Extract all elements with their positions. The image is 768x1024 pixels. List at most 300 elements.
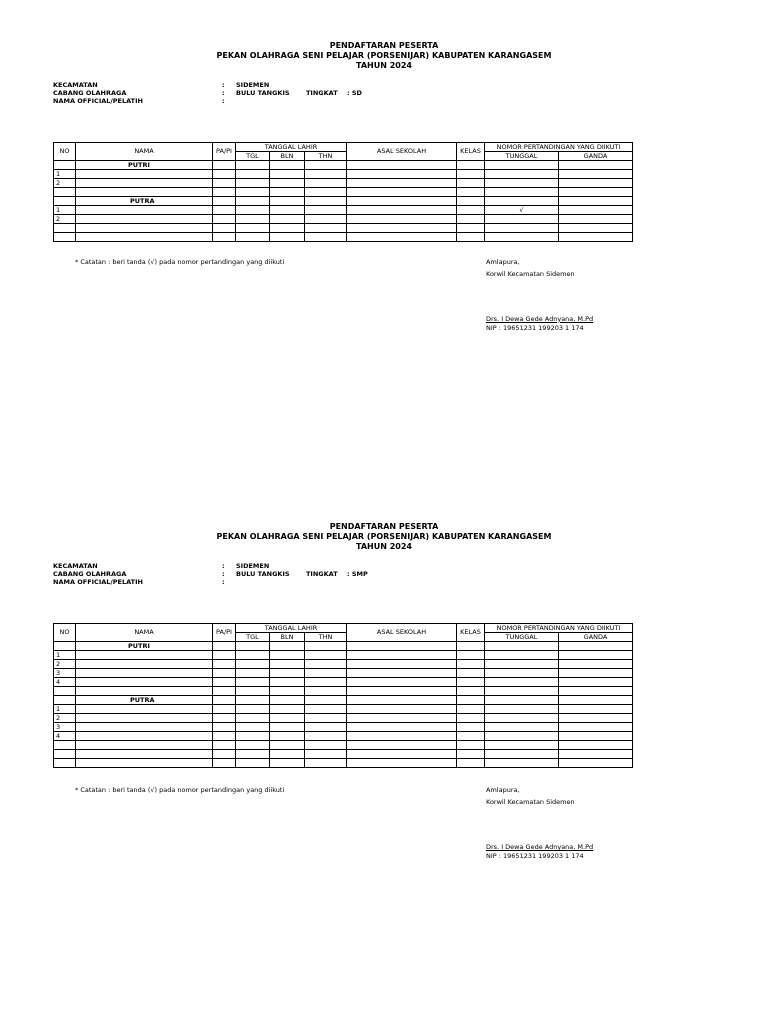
cell-nama[interactable] [76, 179, 213, 188]
cell-papi[interactable] [213, 215, 236, 224]
header-kelas: KELAS [457, 143, 485, 161]
cell-bln[interactable] [270, 678, 305, 687]
header-tunggal: TUNGGAL [485, 633, 559, 642]
cell-ganda[interactable] [559, 642, 633, 651]
cell-tgl[interactable] [236, 224, 270, 233]
info-value: SIDEMEN [236, 81, 270, 89]
cell-asal_sekolah[interactable] [347, 750, 457, 759]
table-row [54, 188, 633, 197]
cell-nama[interactable] [76, 224, 213, 233]
cell-nama[interactable] [76, 750, 213, 759]
table-row [54, 170, 633, 179]
cell-tunggal[interactable] [485, 723, 559, 732]
cell-bln[interactable] [270, 642, 305, 651]
cell-no[interactable]: 1 [54, 170, 76, 179]
cell-thn[interactable] [305, 224, 347, 233]
cell-tgl[interactable] [236, 687, 270, 696]
cell-tunggal[interactable] [485, 197, 559, 206]
cell-bln[interactable] [270, 687, 305, 696]
cell-thn[interactable] [305, 705, 347, 714]
cell-tunggal[interactable] [485, 233, 559, 242]
cell-no[interactable]: 3 [54, 669, 76, 678]
cell-nama[interactable] [76, 206, 213, 215]
cell-papi[interactable] [213, 696, 236, 705]
cell-asal_sekolah[interactable] [347, 206, 457, 215]
cell-tunggal[interactable] [485, 696, 559, 705]
cell-no[interactable]: 1 [54, 705, 76, 714]
cell-tgl[interactable] [236, 696, 270, 705]
cell-asal_sekolah[interactable] [347, 705, 457, 714]
header-nama: NAMA [76, 624, 213, 642]
cell-thn[interactable] [305, 660, 347, 669]
cell-nama[interactable] [76, 732, 213, 741]
header-row [54, 143, 633, 152]
cell-nama[interactable]: PUTRA [76, 197, 213, 206]
cell-kelas[interactable] [457, 723, 485, 732]
cell-ganda[interactable] [559, 188, 633, 197]
cell-papi[interactable] [213, 705, 236, 714]
cell-papi[interactable] [213, 161, 236, 170]
cell-asal_sekolah[interactable] [347, 687, 457, 696]
cell-bln[interactable] [270, 714, 305, 723]
cell-tgl[interactable] [236, 759, 270, 768]
cell-nama[interactable] [76, 723, 213, 732]
cell-no[interactable] [54, 161, 76, 170]
cell-nama[interactable] [76, 233, 213, 242]
cell-thn[interactable] [305, 678, 347, 687]
cell-no[interactable] [54, 759, 76, 768]
sign-nip: NIP : 19651231 199203 1 174 [486, 323, 584, 332]
participant-table [53, 623, 633, 768]
table-row [54, 642, 633, 651]
cell-kelas[interactable] [457, 705, 485, 714]
info-label: NAMA OFFICIAL/PELATIH [53, 578, 143, 586]
cell-nama[interactable] [76, 687, 213, 696]
cell-tunggal[interactable] [485, 759, 559, 768]
cell-asal_sekolah[interactable] [347, 188, 457, 197]
cell-papi[interactable] [213, 224, 236, 233]
cell-ganda[interactable] [559, 206, 633, 215]
cell-no[interactable]: 2 [54, 660, 76, 669]
cell-tunggal[interactable] [485, 669, 559, 678]
info-label: CABANG OLAHRAGA [53, 89, 127, 97]
cell-tgl[interactable] [236, 714, 270, 723]
cell-kelas[interactable] [457, 179, 485, 188]
cell-tgl[interactable] [236, 750, 270, 759]
cell-ganda[interactable] [559, 170, 633, 179]
cell-asal_sekolah[interactable] [347, 197, 457, 206]
table-row [54, 759, 633, 768]
cell-kelas[interactable] [457, 750, 485, 759]
cell-no[interactable] [54, 750, 76, 759]
table-row [54, 161, 633, 170]
table-row [54, 179, 633, 188]
cell-ganda[interactable] [559, 678, 633, 687]
cell-no[interactable] [54, 197, 76, 206]
cell-ganda[interactable] [559, 161, 633, 170]
cell-no[interactable]: 4 [54, 678, 76, 687]
cell-papi[interactable] [213, 197, 236, 206]
cell-bln[interactable] [270, 224, 305, 233]
cell-bln[interactable] [270, 215, 305, 224]
cell-asal_sekolah[interactable] [347, 161, 457, 170]
cell-bln[interactable] [270, 696, 305, 705]
header-nama: NAMA [76, 143, 213, 161]
cell-tgl[interactable] [236, 741, 270, 750]
header-bln: BLN [270, 152, 305, 161]
table-row [54, 197, 633, 206]
cell-tgl[interactable] [236, 651, 270, 660]
form-title1: PENDAFTARAN PESERTA [329, 41, 439, 50]
header-papi: PA/PI [213, 624, 236, 642]
form-title1: PENDAFTARAN PESERTA [329, 522, 439, 531]
cell-asal_sekolah[interactable] [347, 170, 457, 179]
form-title2: PEKAN OLAHRAGA SENI PELAJAR (PORSENIJAR) KABUPATEN KARANGASEM [216, 51, 552, 60]
cell-papi[interactable] [213, 651, 236, 660]
cell-thn[interactable] [305, 170, 347, 179]
cell-no[interactable]: 2 [54, 714, 76, 723]
header-asal_sekolah: ASAL SEKOLAH [347, 143, 457, 161]
info-label: KECAMATAN [53, 81, 98, 89]
cell-asal_sekolah[interactable] [347, 759, 457, 768]
cell-kelas[interactable] [457, 687, 485, 696]
cell-bln[interactable] [270, 669, 305, 678]
cell-tgl[interactable] [236, 732, 270, 741]
cell-tgl[interactable] [236, 170, 270, 179]
cell-asal_sekolah[interactable] [347, 732, 457, 741]
sign-place: Amlapura, [486, 257, 520, 266]
cell-papi[interactable] [213, 179, 236, 188]
cell-no[interactable]: 2 [54, 179, 76, 188]
signature-block [486, 786, 593, 861]
cell-asal_sekolah[interactable] [347, 215, 457, 224]
cell-bln[interactable] [270, 161, 305, 170]
cell-kelas[interactable] [457, 233, 485, 242]
cell-tunggal[interactable] [485, 188, 559, 197]
cell-tunggal[interactable] [485, 660, 559, 669]
cell-no[interactable]: 3 [54, 723, 76, 732]
cell-asal_sekolah[interactable] [347, 651, 457, 660]
header-ganda: GANDA [559, 152, 633, 161]
cell-thn[interactable] [305, 161, 347, 170]
cell-asal_sekolah[interactable] [347, 179, 457, 188]
table-row [54, 669, 633, 678]
cell-bln[interactable] [270, 188, 305, 197]
cell-kelas[interactable] [457, 642, 485, 651]
cell-nama[interactable] [76, 741, 213, 750]
info-label: NAMA OFFICIAL/PELATIH [53, 97, 143, 105]
cell-nama[interactable] [76, 170, 213, 179]
cell-kelas[interactable] [457, 669, 485, 678]
info-value: SIDEMEN [236, 562, 270, 570]
cell-bln[interactable] [270, 651, 305, 660]
cell-ganda[interactable] [559, 215, 633, 224]
cell-nama[interactable] [76, 678, 213, 687]
cell-kelas[interactable] [457, 215, 485, 224]
cell-papi[interactable] [213, 660, 236, 669]
table-row [54, 705, 633, 714]
cell-papi[interactable] [213, 741, 236, 750]
cell-no[interactable]: 2 [54, 215, 76, 224]
cell-papi[interactable] [213, 750, 236, 759]
cell-no[interactable] [54, 188, 76, 197]
cell-tgl[interactable] [236, 179, 270, 188]
cell-asal_sekolah[interactable] [347, 696, 457, 705]
cell-ganda[interactable] [559, 759, 633, 768]
cell-bln[interactable] [270, 723, 305, 732]
cell-bln[interactable] [270, 741, 305, 750]
header-thn: THN [305, 633, 347, 642]
cell-tgl[interactable] [236, 669, 270, 678]
header-row [54, 624, 633, 633]
cell-nama[interactable] [76, 669, 213, 678]
tingkat-value: : SMP [347, 570, 368, 578]
cell-tgl[interactable] [236, 206, 270, 215]
cell-kelas[interactable] [457, 206, 485, 215]
cell-ganda[interactable] [559, 669, 633, 678]
cell-tgl[interactable] [236, 660, 270, 669]
cell-kelas[interactable] [457, 714, 485, 723]
cell-tgl[interactable] [236, 723, 270, 732]
table-row [54, 206, 633, 215]
cell-asal_sekolah[interactable] [347, 714, 457, 723]
info-label: CABANG OLAHRAGA [53, 570, 127, 578]
header-bln: BLN [270, 633, 305, 642]
cell-tgl[interactable] [236, 161, 270, 170]
cell-papi[interactable] [213, 642, 236, 651]
header-nomor: NOMOR PERTANDINGAN YANG DIIKUTI [485, 143, 633, 152]
cell-kelas[interactable] [457, 732, 485, 741]
header-tgl: TGL [236, 152, 270, 161]
cell-ganda[interactable] [559, 687, 633, 696]
cell-kelas[interactable] [457, 759, 485, 768]
table-row [54, 678, 633, 687]
info-colon: : [222, 578, 225, 586]
cell-bln[interactable] [270, 197, 305, 206]
cell-papi[interactable] [213, 759, 236, 768]
cell-tunggal[interactable] [485, 714, 559, 723]
cell-tgl[interactable] [236, 215, 270, 224]
cell-nama[interactable]: PUTRA [76, 696, 213, 705]
table-row [54, 741, 633, 750]
cell-thn[interactable] [305, 233, 347, 242]
cell-kelas[interactable] [457, 660, 485, 669]
cell-tunggal[interactable] [485, 642, 559, 651]
tingkat-label: TINGKAT [306, 89, 338, 97]
cell-nama[interactable] [76, 714, 213, 723]
cell-no[interactable] [54, 642, 76, 651]
table-row [54, 233, 633, 242]
cell-nama[interactable]: PUTRI [76, 642, 213, 651]
cell-kelas[interactable] [457, 651, 485, 660]
cell-tunggal[interactable] [485, 179, 559, 188]
cell-kelas[interactable] [457, 224, 485, 233]
cell-papi[interactable] [213, 188, 236, 197]
cell-tunggal[interactable] [485, 750, 559, 759]
cell-kelas[interactable] [457, 161, 485, 170]
info-colon: : [222, 562, 225, 570]
cell-tunggal[interactable] [485, 741, 559, 750]
cell-tunggal[interactable]: √ [485, 206, 559, 215]
cell-ganda[interactable] [559, 197, 633, 206]
cell-thn[interactable] [305, 741, 347, 750]
cell-bln[interactable] [270, 660, 305, 669]
cell-bln[interactable] [270, 206, 305, 215]
cell-ganda[interactable] [559, 714, 633, 723]
cell-no[interactable] [54, 696, 76, 705]
cell-kelas[interactable] [457, 188, 485, 197]
cell-thn[interactable] [305, 206, 347, 215]
cell-tunggal[interactable] [485, 651, 559, 660]
cell-asal_sekolah[interactable] [347, 723, 457, 732]
cell-no[interactable] [54, 233, 76, 242]
header-ganda: GANDA [559, 633, 633, 642]
info-colon: : [222, 570, 225, 578]
cell-ganda[interactable] [559, 233, 633, 242]
header-papi: PA/PI [213, 143, 236, 161]
cell-papi[interactable] [213, 170, 236, 179]
table-row [54, 750, 633, 759]
cell-bln[interactable] [270, 170, 305, 179]
cell-kelas[interactable] [457, 170, 485, 179]
info-colon: : [222, 89, 225, 97]
cell-asal_sekolah[interactable] [347, 678, 457, 687]
cell-tgl[interactable] [236, 678, 270, 687]
participant-table [53, 142, 633, 242]
cell-nama[interactable] [76, 759, 213, 768]
cell-ganda[interactable] [559, 705, 633, 714]
cell-kelas[interactable] [457, 197, 485, 206]
cell-ganda[interactable] [559, 224, 633, 233]
cell-thn[interactable] [305, 669, 347, 678]
form-note: * Catatan : beri tanda (√) pada nomor pertandingan yang diikuti [75, 257, 285, 266]
sign-name: Drs. I Dewa Gede Adnyana, M.Pd [486, 314, 594, 323]
sign-name: Drs. I Dewa Gede Adnyana, M.Pd [486, 843, 594, 851]
cell-kelas[interactable] [457, 696, 485, 705]
form-title3: TAHUN 2024 [356, 61, 412, 70]
cell-thn[interactable] [305, 687, 347, 696]
cell-ganda[interactable] [559, 179, 633, 188]
cell-asal_sekolah[interactable] [347, 660, 457, 669]
cell-asal_sekolah[interactable] [347, 224, 457, 233]
cell-asal_sekolah[interactable] [347, 642, 457, 651]
cell-ganda[interactable] [559, 660, 633, 669]
cell-ganda[interactable] [559, 741, 633, 750]
sign-place: Amlapura, [486, 786, 520, 794]
cell-tunggal[interactable] [485, 170, 559, 179]
cell-tgl[interactable] [236, 233, 270, 242]
cell-thn[interactable] [305, 696, 347, 705]
cell-no[interactable]: 1 [54, 206, 76, 215]
cell-kelas[interactable] [457, 678, 485, 687]
cell-thn[interactable] [305, 651, 347, 660]
cell-thn[interactable] [305, 197, 347, 206]
cell-bln[interactable] [270, 750, 305, 759]
cell-tgl[interactable] [236, 642, 270, 651]
cell-no[interactable] [54, 687, 76, 696]
cell-asal_sekolah[interactable] [347, 233, 457, 242]
cell-ganda[interactable] [559, 732, 633, 741]
header-tunggal: TUNGGAL [485, 152, 559, 161]
info-value: BULU TANGKIS [236, 89, 290, 97]
info-colon: : [222, 97, 225, 105]
cell-ganda[interactable] [559, 696, 633, 705]
cell-no[interactable] [54, 224, 76, 233]
form-note: * Catatan : beri tanda (√) pada nomor pertandingan yang diikuti [75, 786, 285, 794]
cell-tunggal[interactable] [485, 705, 559, 714]
table-row [54, 224, 633, 233]
cell-papi[interactable] [213, 723, 236, 732]
cell-tgl[interactable] [236, 197, 270, 206]
sign-role: Korwil Kecamatan Sidemen [486, 269, 575, 278]
cell-thn[interactable] [305, 642, 347, 651]
table-row [54, 651, 633, 660]
cell-tgl[interactable] [236, 188, 270, 197]
cell-no[interactable] [54, 741, 76, 750]
info-colon: : [222, 81, 225, 89]
cell-nama[interactable] [76, 215, 213, 224]
cell-papi[interactable] [213, 714, 236, 723]
cell-tunggal[interactable] [485, 678, 559, 687]
cell-nama[interactable] [76, 188, 213, 197]
cell-kelas[interactable] [457, 741, 485, 750]
table-row [54, 723, 633, 732]
cell-thn[interactable] [305, 750, 347, 759]
cell-papi[interactable] [213, 233, 236, 242]
cell-asal_sekolah[interactable] [347, 741, 457, 750]
cell-tgl[interactable] [236, 705, 270, 714]
cell-thn[interactable] [305, 759, 347, 768]
cell-nama[interactable]: PUTRI [76, 161, 213, 170]
cell-bln[interactable] [270, 759, 305, 768]
cell-thn[interactable] [305, 179, 347, 188]
cell-ganda[interactable] [559, 651, 633, 660]
cell-tunggal[interactable] [485, 687, 559, 696]
header-tanggal_lahir: TANGGAL LAHIR [236, 624, 347, 633]
cell-thn[interactable] [305, 732, 347, 741]
cell-asal_sekolah[interactable] [347, 669, 457, 678]
cell-tunggal[interactable] [485, 224, 559, 233]
cell-papi[interactable] [213, 732, 236, 741]
cell-ganda[interactable] [559, 723, 633, 732]
cell-papi[interactable] [213, 678, 236, 687]
tingkat-label: TINGKAT [306, 570, 338, 578]
cell-no[interactable]: 1 [54, 651, 76, 660]
cell-thn[interactable] [305, 215, 347, 224]
cell-ganda[interactable] [559, 750, 633, 759]
cell-papi[interactable] [213, 206, 236, 215]
header-no: NO [54, 624, 76, 642]
cell-bln[interactable] [270, 233, 305, 242]
cell-bln[interactable] [270, 179, 305, 188]
cell-papi[interactable] [213, 687, 236, 696]
cell-no[interactable]: 4 [54, 732, 76, 741]
cell-tunggal[interactable] [485, 215, 559, 224]
cell-thn[interactable] [305, 714, 347, 723]
sign-role: Korwil Kecamatan Sidemen [486, 798, 575, 806]
cell-papi[interactable] [213, 669, 236, 678]
tingkat-value: : SD [347, 89, 362, 97]
cell-bln[interactable] [270, 732, 305, 741]
cell-thn[interactable] [305, 723, 347, 732]
cell-tunggal[interactable] [485, 732, 559, 741]
cell-nama[interactable] [76, 705, 213, 714]
cell-tunggal[interactable] [485, 161, 559, 170]
cell-nama[interactable] [76, 660, 213, 669]
cell-nama[interactable] [76, 651, 213, 660]
cell-thn[interactable] [305, 188, 347, 197]
cell-bln[interactable] [270, 705, 305, 714]
